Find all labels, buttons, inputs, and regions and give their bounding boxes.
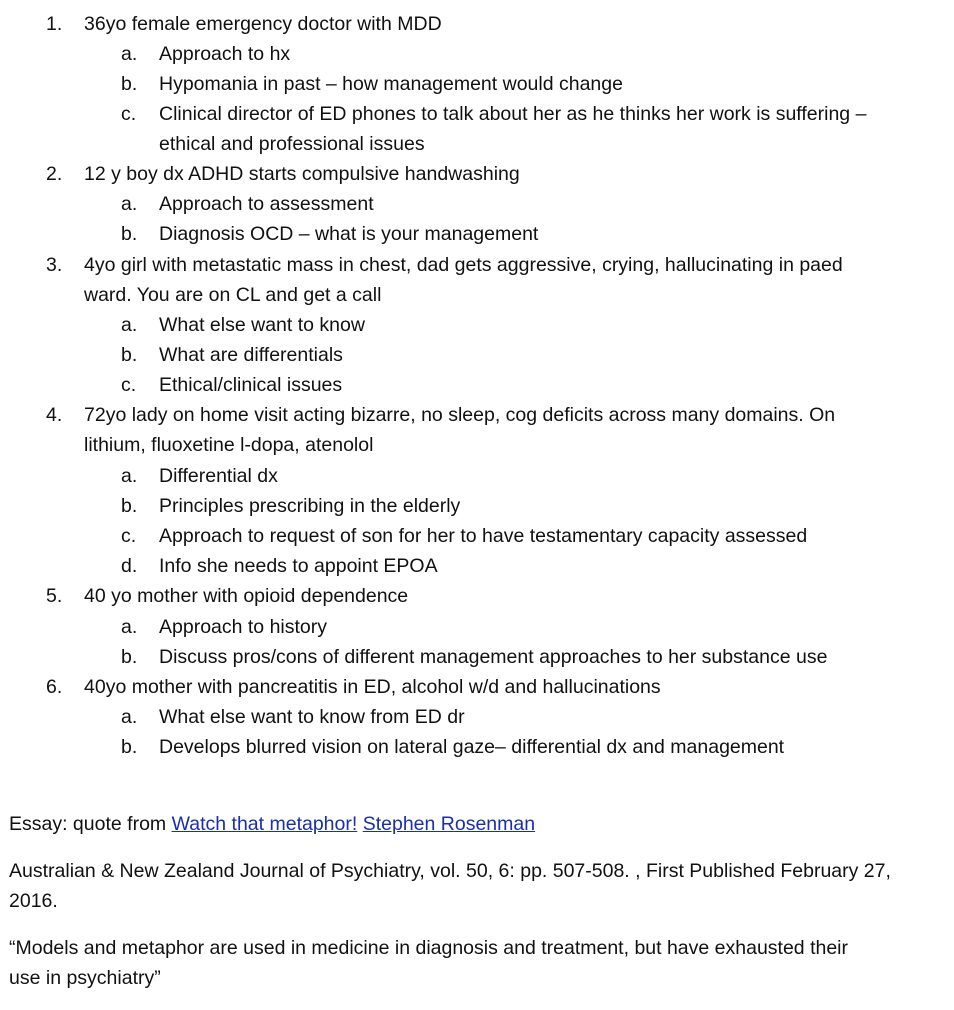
sub-label: a. <box>121 314 138 336</box>
essay-heading <box>9 809 535 839</box>
question-number: 3. <box>46 254 63 276</box>
question-text: 72yo lady on home visit acting bizarre, no sleep, cog deficits across many domains. On <box>84 404 836 426</box>
sub-text: Principles prescribing in the elderly <box>159 495 461 517</box>
sub-label: a. <box>121 706 138 728</box>
sub-label: c. <box>121 103 137 125</box>
citation-line-2: 2016. <box>9 890 58 912</box>
article-title-link[interactable]: Watch that metaphor! <box>171 813 358 835</box>
question-number: 6. <box>46 676 63 698</box>
sub-label: b. <box>121 73 138 95</box>
question-text: 40yo mother with pancreatitis in ED, alcohol w/d and hallucinations <box>84 676 661 698</box>
citation-line-1: Australian & New Zealand Journal of Psychiatry, vol. 50, 6: pp. 507-508. , First Published February 27, <box>9 860 891 882</box>
sub-label: a. <box>121 43 138 65</box>
question-number: 4. <box>46 404 63 426</box>
sub-text: Clinical director of ED phones to talk about her as he thinks her work is suffering – <box>159 103 867 125</box>
sub-text: Approach to assessment <box>159 193 374 215</box>
question-number: 1. <box>46 13 63 35</box>
sub-text: Approach to hx <box>159 43 291 65</box>
author-link[interactable]: Stephen Rosenman <box>362 813 536 835</box>
sub-label: c. <box>121 525 137 547</box>
quote-line-1: “Models and metaphor are used in medicine in diagnosis and treatment, but have exhausted their <box>9 937 849 959</box>
sub-text: Discuss pros/cons of different management approaches to her substance use <box>159 646 828 668</box>
question-text: 12 y boy dx ADHD starts compulsive handwashing <box>84 163 520 185</box>
sub-label: b. <box>121 646 138 668</box>
sub-text: Diagnosis OCD – what is your management <box>159 223 539 245</box>
question-text: 36yo female emergency doctor with MDD <box>84 13 442 35</box>
essay-prefix: Essay: quote from <box>9 813 172 835</box>
sub-label: c. <box>121 374 137 396</box>
sub-text: Develops blurred vision on lateral gaze– differential dx and management <box>159 736 785 758</box>
sub-text: Differential dx <box>159 465 278 487</box>
sub-text: Info she needs to appoint EPOA <box>159 555 438 577</box>
sub-text: What are differentials <box>159 344 343 366</box>
sub-label: b. <box>121 736 138 758</box>
question-text-continuation: lithium, fluoxetine l-dopa, atenolol <box>84 434 374 456</box>
sub-text: Ethical/clinical issues <box>159 374 343 396</box>
sub-label: a. <box>121 616 138 638</box>
question-text-continuation: ward. You are on CL and get a call <box>84 284 382 306</box>
question-text: 4yo girl with metastatic mass in chest, dad gets aggressive, crying, hallucinating in paed <box>84 254 843 276</box>
question-number: 5. <box>46 585 63 607</box>
sub-label: b. <box>121 344 138 366</box>
sub-label: a. <box>121 193 138 215</box>
sub-label: b. <box>121 495 138 517</box>
sub-text: What else want to know <box>159 314 365 336</box>
sub-text: Approach to history <box>159 616 328 638</box>
sub-label: d. <box>121 555 138 577</box>
sub-text-continuation: ethical and professional issues <box>159 133 425 155</box>
sub-text: Approach to request of son for her to have testamentary capacity assessed <box>159 525 808 547</box>
question-number: 2. <box>46 163 63 185</box>
question-text: 40 yo mother with opioid dependence <box>84 585 409 607</box>
sub-text: What else want to know from ED dr <box>159 706 465 728</box>
sub-label: a. <box>121 465 138 487</box>
sub-text: Hypomania in past – how management would change <box>159 73 623 95</box>
quote-line-2: use in psychiatry” <box>9 967 161 989</box>
sub-label: b. <box>121 223 138 245</box>
